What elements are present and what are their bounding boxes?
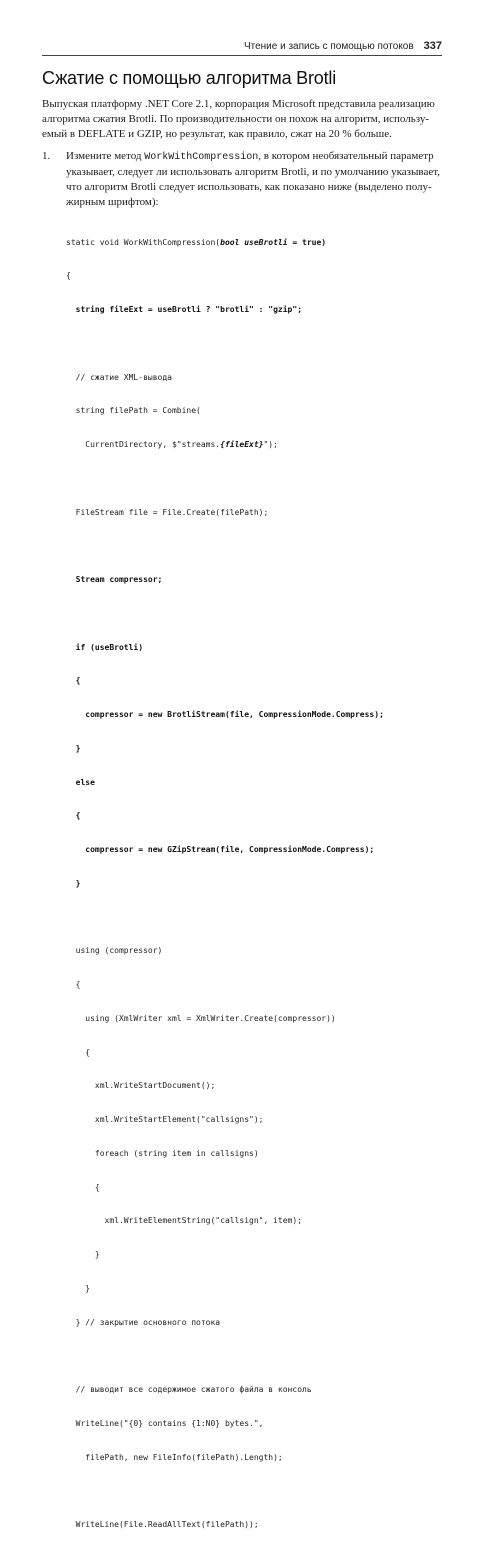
step-number: 1. [42,150,51,162]
step-text [66,149,454,210]
step-line-text: Измените метод [66,150,145,162]
running-head [42,40,442,52]
code-line [66,912,384,923]
code-listing [66,214,384,1542]
code-line: filePath, new FileInfo(filePath).Length); [66,1452,283,1462]
code-line: { [66,1182,100,1192]
code-token: "); [263,440,278,449]
code-line [66,1350,384,1361]
code-line [66,338,384,349]
code-line [66,540,384,551]
code-line: foreach (string item in callsigns) [66,1148,259,1158]
code-line: string filePath = Combine( [66,406,201,416]
code-line: if (useBrotli) [66,642,144,652]
code-line: { [66,271,71,281]
code-token: CurrentDirectory, $"streams. [66,440,221,449]
intro-line: емый в DEFLATE и GZIP, но результат, как правило, сжат на 20 % больше. [42,128,392,140]
header-rule [42,55,442,56]
code-line: else [66,777,95,787]
code-line: compressor = new BrotliStream(file, CompressionMode.Compress); [66,710,384,719]
code-line: string fileExt = useBrotli ? "brotli" : "gzip"; [66,305,303,314]
code-line [66,1485,384,1496]
intro-line: Выпуская платформу .NET Core 2.1, корпорация Microsoft представила реализацию [42,98,435,110]
code-line [66,237,384,248]
code-line: } // закрытие основного потока [66,1317,221,1327]
code-line: xml.WriteStartDocument(); [66,1081,216,1091]
code-line: // сжатие XML-вывода [66,372,172,382]
code-line: } [66,1283,91,1293]
intro-paragraph [42,97,454,142]
code-line: } [66,878,81,888]
code-line: using (XmlWriter xml = XmlWriter.Create(compressor)) [66,1013,336,1023]
code-token: static void WorkWithCompression( [66,237,221,247]
code-line: xml.WriteElementString("callsign", item); [66,1216,303,1226]
code-line: WriteLine("{0} contains {1:N0} bytes.", [66,1418,264,1428]
step-line: указывает, следует ли использовать алгоритм Brotli, и по умолчанию указывает, [66,166,440,178]
step-line [66,149,454,165]
intro-line: алгоритма сжатия Brotli. По производительности он похож на алгоритм, использу- [42,113,430,125]
step-line: жирным шрифтом): [66,196,159,208]
code-line: WriteLine(File.ReadAllText(filePath)); [66,1520,259,1529]
code-line [66,608,384,619]
code-line: compressor = new GZipStream(file, CompressionMode.Compress); [66,845,375,854]
inline-code: WorkWithCompression [144,152,259,163]
code-line [66,473,384,484]
code-line: } [66,743,81,753]
code-line: { [66,1047,91,1057]
code-line [66,439,384,450]
code-line: { [66,676,81,686]
chapter-title: Чтение и запись с помощью потоков [243,41,414,52]
code-token: {fileExt} [220,440,264,449]
code-line: using (compressor) [66,946,163,956]
numbered-step [42,149,454,210]
code-line: FileStream file = File.Create(filePath); [66,507,269,517]
code-line: { [66,980,81,989]
page-number: 337 [423,40,442,52]
section-title: Сжатие с помощью алгоритма Brotli [42,68,336,88]
step-line: что алгоритм Brotli следует использовать, как показано ниже (выделено полу- [66,181,432,193]
code-line: xml.WriteStartElement("callsigns"); [66,1115,264,1124]
code-token: bool useBrotli [220,237,288,247]
code-line: } [66,1250,100,1259]
code-line: // выводит все содержимое сжатого файла в консоль [66,1385,312,1394]
code-token: = true) [287,237,327,247]
code-line: Stream compressor; [66,575,163,584]
step-line-text: , в котором необязательный параметр [258,150,434,162]
code-line: { [66,811,81,821]
